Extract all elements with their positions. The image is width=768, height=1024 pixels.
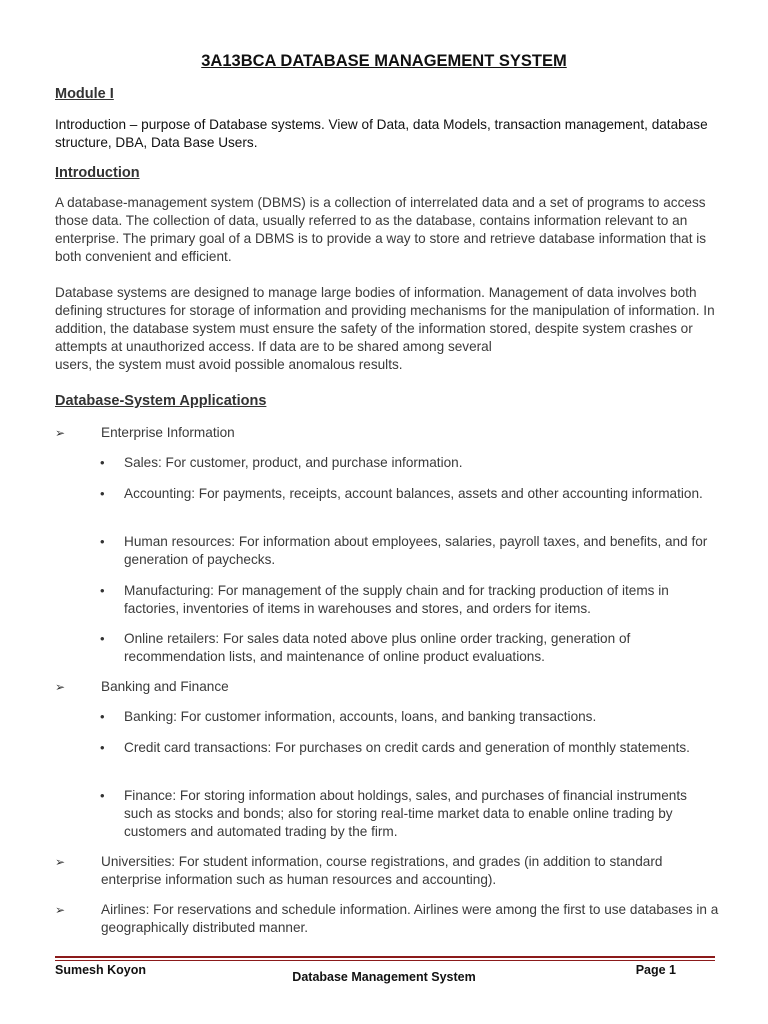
list-item-text: Credit card transactions: For purchases on credit cards and generation of monthly statements. [124,740,690,755]
intro-paragraph-1: A database-management system (DBMS) is a collection of interrelated data and a set of programs to access those data. The collection of data, usually referred to as the database, contains information relevant to an enterprise. The primary goal of a DBMS is to provide a way to store and retrieve database information that is both convenient and efficient. [55,195,707,264]
list-item-text: Online retailers: For sales data noted above plus online order tracking, generation of recommendation lists, and maintenance of online product evaluations. [124,631,631,664]
group-label: Enterprise Information [101,425,235,440]
intro-paragraph-2 [55,284,725,374]
footer-author: Sumesh Koyon [55,963,146,977]
list-item-text: Banking: For customer information, accounts, loans, and banking transactions. [124,709,597,724]
bullet-icon: • [100,486,105,501]
intro-paragraph-2-text: Database systems are designed to manage large bodies of information. Management of data involves both defining structures for storage of information and providing mechanisms for the manipulation of information. In addition, the database system must ensure the safety of the information stored, despite system crashes or attempts at unauthorized access. If data are to be shared among several [55,285,715,354]
module-heading: Module I [55,86,114,102]
introduction-heading: Introduction [55,165,140,181]
list-item-text: Sales: For customer, product, and purchase information. [124,455,463,470]
applications-heading: Database-System Applications [55,393,267,409]
list-item-text: Finance: For storing information about holdings, sales, and purchases of financial instruments such as stocks and bonds; also for storing real-time market data to enable online trading by customers and automated trading by the firm. [124,788,687,839]
list-item-text: Accounting: For payments, receipts, account balances, assets and other accounting information. [124,486,703,501]
bullet-icon: • [100,583,105,598]
module-intro: Introduction – purpose of Database systems. View of Data, data Models, transaction management, database structure, DBA, Data Base Users. [55,117,708,150]
list-item-text: Human resources: For information about employees, salaries, payroll taxes, and benefits, and for generation of paychecks. [124,534,708,567]
footer-title: Database Management System [292,970,476,984]
bullet-icon: • [100,534,105,549]
group-label: Banking and Finance [101,679,229,694]
footer-divider [55,956,715,958]
footer-page-number: Page 1 [635,963,676,977]
bullet-icon: • [100,709,105,724]
list-item-text: Universities: For student information, course registrations, and grades (in addition to standard enterprise information such as human resources and accounting). [101,854,663,887]
page-title: 3A13BCA DATABASE MANAGEMENT SYSTEM [201,52,567,70]
footer-divider-thin [55,960,715,961]
bullet-icon: • [100,631,105,646]
list-item-text: Manufacturing: For management of the supply chain and for tracking production of items in factories, inventories of items in warehouses and stores, and orders for items. [124,583,669,616]
arrow-bullet-icon: ➢ [55,855,66,869]
arrow-bullet-icon: ➢ [55,426,66,440]
list-item-text: Airlines: For reservations and schedule information. Airlines were among the first to use databases in a geographically distributed manner. [101,902,719,935]
intro-paragraph-2-end: users, the system must avoid possible anomalous results. [55,357,403,372]
bullet-icon: • [100,788,105,803]
arrow-bullet-icon: ➢ [55,903,66,917]
bullet-icon: • [100,740,105,755]
arrow-bullet-icon: ➢ [55,680,66,694]
bullet-icon: • [100,455,105,470]
